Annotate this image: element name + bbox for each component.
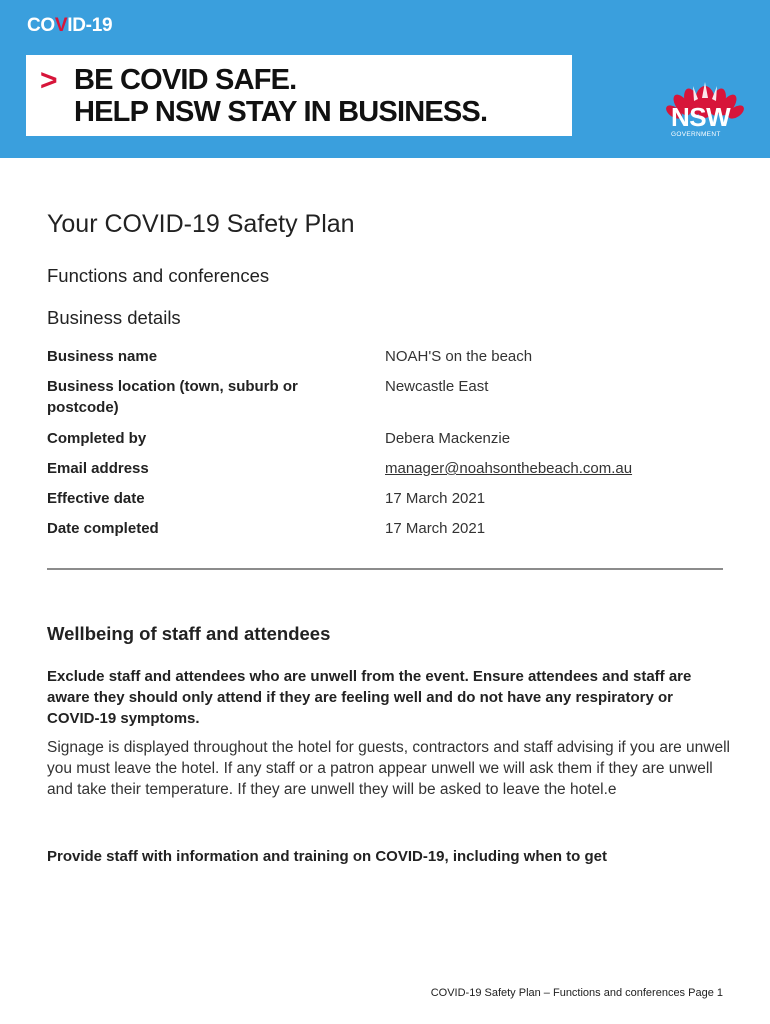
detail-value: NOAH'S on the beach <box>385 348 533 365</box>
detail-label: Business location (town, suburb or postcode) <box>47 378 298 416</box>
page-footer <box>431 987 723 999</box>
training-requirement: Provide staff with information and training on COVID-19, including when to get <box>47 848 608 865</box>
chevron-right-icon: > <box>40 64 58 97</box>
wellbeing-requirement: Exclude staff and attendees who are unwell from the event. Ensure attendees and staff are aware they should only attend if they are feeling well and do not have any respiratory or COVID-19 symptoms. <box>47 668 692 727</box>
page-title: Your COVID-19 Safety Plan <box>47 210 355 238</box>
slogan-line-2: HELP NSW STAY IN BUSINESS. <box>74 96 488 128</box>
page-number: Page 1 <box>688 987 723 999</box>
footer-title: COVID-19 Safety Plan – Functions and conferences <box>430 987 686 999</box>
section-divider <box>47 568 723 570</box>
email-link[interactable]: manager@noahsonthebeach.com.au <box>385 460 633 477</box>
covid19-label: COVID-19 <box>27 15 113 36</box>
detail-label: Completed by <box>47 430 147 447</box>
wellbeing-heading: Wellbeing of staff and attendees <box>47 623 331 644</box>
detail-label: Effective date <box>47 490 145 507</box>
detail-value: Newcastle East <box>385 378 489 395</box>
business-details-heading: Business details <box>47 307 181 328</box>
detail-value: 17 March 2021 <box>385 520 486 537</box>
nsw-wordmark: NSW <box>671 102 731 132</box>
plan-subtitle: Functions and conferences <box>47 265 270 286</box>
header-banner <box>0 0 770 158</box>
wellbeing-response: Signage is displayed throughout the hotel for guests, contractors and staff advising if you are unwell you must leave the hotel. If any staff or a patron appear unwell we will ask them if they are unwell and take their temperature. If they are unwell they will be asked to leave the hotel.e <box>47 739 730 798</box>
detail-label: Email address <box>47 460 149 477</box>
detail-value: 17 March 2021 <box>385 490 486 507</box>
detail-label: Date completed <box>47 520 159 537</box>
nsw-government-label: GOVERNMENT <box>671 131 721 138</box>
slogan-banner <box>26 55 572 136</box>
detail-value: Debera Mackenzie <box>385 430 511 447</box>
slogan-line-1: BE COVID SAFE. <box>74 64 297 96</box>
detail-label: Business name <box>47 348 158 365</box>
